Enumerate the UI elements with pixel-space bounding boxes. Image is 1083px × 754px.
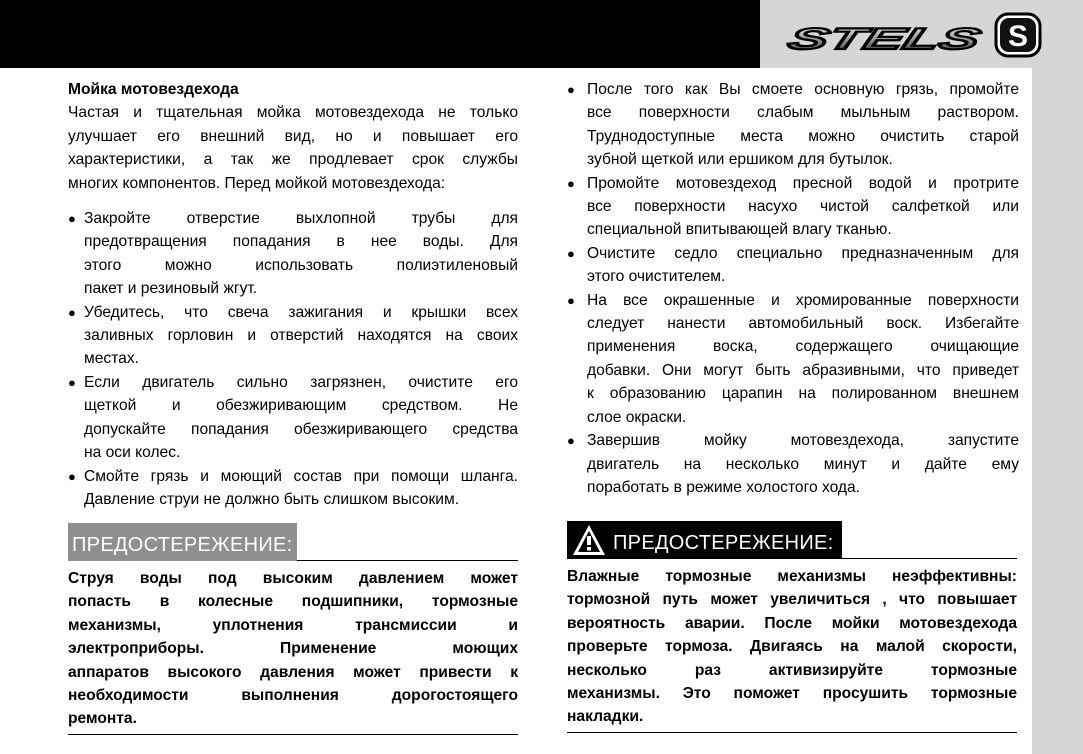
list-item-line: пакет и резиновый жгут. — [84, 280, 258, 298]
warning-line: необходимости выполнения дорогостоящего — [68, 687, 518, 705]
list-item-line: поработать в режиме холостого хода. — [587, 478, 861, 496]
list-item — [567, 242, 1019, 289]
intro-paragraph — [68, 101, 518, 195]
bullet-dot-icon: ● — [68, 374, 76, 390]
bullet-dot-icon: ● — [567, 245, 575, 261]
stels-logo — [760, 0, 1083, 68]
list-item — [567, 172, 1019, 242]
warning-line: аппаратов высокого давления может привести к — [68, 663, 518, 681]
list-item — [68, 207, 518, 301]
warning-line: накладки. — [567, 708, 644, 726]
warning-line: попасть в колесные подшипники, тормозные — [68, 593, 518, 611]
warning-label: ПРЕДОСТЕРЕЖЕНИЕ: — [613, 532, 834, 554]
list-item-line: Труднодоступные места можно очистить старой — [587, 127, 1019, 145]
bullet-dot-icon: ● — [68, 468, 76, 484]
list-item-line: Смойте грязь и моющий состав при помощи шланга. — [84, 467, 518, 485]
list-item-line: специальной впитывающей влагу тканью. — [587, 221, 892, 239]
list-item — [567, 429, 1019, 499]
brand-badge-letter: S — [1007, 20, 1029, 53]
list-item-line: местах. — [84, 350, 139, 368]
intro-line: характеристики, а так же продлевает срок службы — [68, 151, 518, 169]
warning-line: несколько раз активизируйте тормозные — [567, 661, 1017, 679]
list-item-line: Если двигатель сильно загрязнен, очистите его — [84, 373, 518, 391]
list-item-line: Убедитесь, что свеча зажигания и крышки всех — [84, 303, 518, 321]
list-item-line: допускайте попадания обезжиривающего средства — [84, 420, 518, 438]
list-item-line: Давление струи не должно быть слишком высоким. — [84, 490, 460, 508]
section-title: Мойка мотовездехода — [68, 81, 239, 98]
list-item-line: Промойте мотовездеход пресной водой и протрите — [587, 174, 1019, 192]
list-item-line: добавки. Они могут быть абразивными, что приведет — [587, 361, 1019, 379]
list-item-line: На все окрашенные и хромированные поверхности — [587, 291, 1019, 309]
warning-text — [567, 565, 1017, 733]
list-item-line: зубной щеткой или ершиком для бутылок. — [587, 151, 893, 169]
list-item — [68, 301, 518, 371]
brand-wordmark: STELS — [783, 21, 892, 56]
warning-line: вероятность аварии. После мойки мотовездехода — [567, 614, 1017, 632]
washing-steps-list — [567, 78, 1019, 499]
intro-line: многих компонентов. Перед мойкой мотовездехода: — [68, 174, 446, 192]
list-item-line: слое окраски. — [587, 408, 687, 426]
header-bar — [0, 0, 760, 68]
list-item-line: заливных горловин и отверстий находятся на своих — [84, 327, 518, 345]
list-item-line: все поверхности насухо чистой салфеткой или — [587, 198, 1019, 216]
list-item — [68, 465, 518, 512]
intro-line: Частая и тщательная мойка мотовездехода не только — [68, 104, 518, 122]
list-item-line: Завершив мойку мотовездехода, запустите — [587, 432, 1019, 450]
list-item-line: применения воска, содержащего очищающие — [587, 338, 1019, 356]
list-item-line: Очистите седло специально предназначенным для — [587, 244, 1019, 262]
list-item — [567, 289, 1019, 429]
intro-line: улучшает его внешний вид, но и повышает его — [68, 127, 518, 145]
brand-logo-area — [760, 0, 1083, 68]
warning-header — [68, 523, 518, 561]
warning-text — [68, 567, 518, 735]
list-item-line: этого можно использовать полиэтиленовый — [84, 256, 518, 274]
list-item-line: щеткой и обезжиривающим средством. Не — [84, 397, 518, 415]
warning-label: ПРЕДОСТЕРЕЖЕНИЕ: — [68, 523, 297, 561]
list-item-line: двигатель на несколько минут и дайте ему — [587, 455, 1019, 473]
list-item-line: После того как Вы смоете основную грязь, промойте — [587, 81, 1019, 98]
warning-box-left — [68, 523, 518, 735]
warning-box-right — [567, 521, 1017, 733]
list-item — [567, 78, 1019, 172]
bullet-dot-icon: ● — [567, 292, 575, 308]
warning-triangle-icon — [571, 523, 607, 557]
warning-line: механизмы, уплотнения трансмиссии и — [68, 616, 518, 634]
list-item-line: этого очистителем. — [587, 268, 726, 286]
bullet-dot-icon: ● — [567, 433, 575, 449]
preparation-list — [68, 207, 518, 511]
warning-line: тормозной путь может увеличиться , что повышает — [567, 591, 1017, 609]
warning-line: проверьте тормоза. Двигаясь на малой скорости, — [567, 638, 1017, 656]
list-item-line: следует нанести автомобильный воск. Избегайте — [587, 315, 1019, 333]
list-item-line: Закройте отверстие выхлопной трубы для — [84, 210, 518, 228]
bullet-dot-icon: ● — [567, 175, 575, 191]
warning-line: Струя воды под высоким давлением может — [68, 570, 518, 587]
list-item-line: на оси колес. — [84, 444, 181, 462]
warning-line: электроприборы. Применение моющих — [68, 640, 518, 658]
left-column — [68, 78, 518, 511]
list-item-line: предотвращения попадания в нее воды. Для — [84, 233, 518, 251]
list-item-line: все поверхности слабым мыльным раствором. — [587, 104, 1019, 122]
warning-line: ремонта. — [68, 710, 137, 728]
warning-line: механизмы. Это поможет просушить тормозные — [567, 685, 1017, 703]
warning-label-block — [567, 521, 842, 559]
list-item — [68, 371, 518, 465]
bullet-dot-icon: ● — [68, 211, 76, 227]
page-side-strip — [1032, 68, 1083, 754]
warning-header — [567, 521, 1017, 559]
right-column — [567, 78, 1019, 499]
list-item-line: к образованию царапин на полированном внешнем — [587, 385, 1019, 403]
bullet-dot-icon: ● — [567, 82, 575, 97]
bullet-dot-icon: ● — [68, 304, 76, 320]
warning-line: Влажные тормозные механизмы неэффективны: — [567, 568, 1017, 585]
